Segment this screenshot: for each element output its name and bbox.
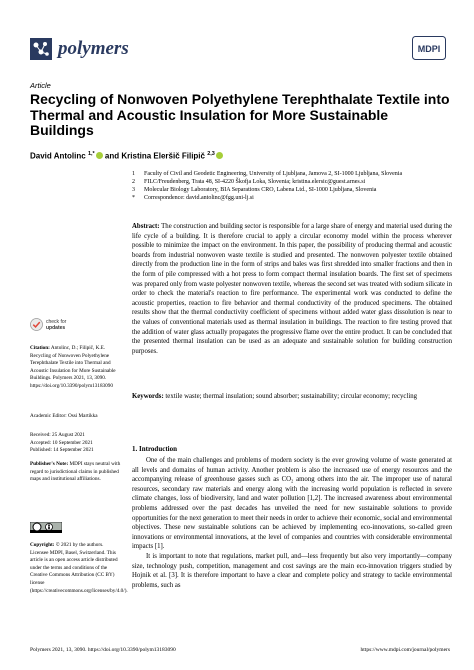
mdpi-logo — [412, 36, 446, 60]
affiliations — [132, 170, 452, 202]
article-dates — [30, 432, 122, 455]
published-date: Published: 14 September 2021 — [30, 447, 94, 454]
journal-name: polymers — [58, 38, 129, 59]
footer-journal-url[interactable]: https://www.mdpi.com/journal/polymers — [360, 647, 450, 653]
copyright-notice: Copyright: © 2021 by the authors. Licensee MDPI, Basel, Switzerland. This article is an open access article distributed under the terms and conditions of the Creative Commons Attribution (CC BY) license (https://creativecommons.org/licenses/by/4.0/). — [30, 542, 128, 594]
orcid-icon[interactable] — [216, 152, 223, 159]
author-name[interactable]: David Antolinc — [30, 151, 86, 161]
keywords-label: Keywords: — [132, 393, 164, 400]
accepted-date: Accepted: 10 September 2021 — [30, 439, 93, 446]
polymers-molecule-icon — [30, 38, 52, 60]
received-date: Received: 25 August 2021 — [30, 432, 85, 438]
check-for-updates-badge[interactable] — [30, 318, 66, 331]
author-join: and — [104, 151, 120, 161]
citation: Citation: Antolinc, D.; Filipič, K.E. Recycling of Nonwoven Polyethylene Terephthalate Textile into Thermal and Acoustic Insulation for More Sustainable Buildings. Polymers 2021, 13, 3090. https://doi.org/10.3390/polym13183090 — [30, 345, 116, 389]
cc-by-license-icon[interactable] — [30, 522, 62, 533]
affiliation-item: 3 Molecular Biology Laboratory, BIA Separations CRO, Labena Ltd., SI-1000 Ljubljana, Slovenia — [132, 187, 377, 193]
author-name[interactable]: Kristina Eleršič Filipič — [121, 151, 205, 161]
keywords-text: textile waste; thermal insulation; sound absorber; sustainability; circular economy; recycling — [165, 393, 418, 400]
abstract — [132, 222, 452, 356]
introduction-body — [132, 456, 452, 590]
author-list — [30, 151, 223, 161]
academic-editor: Academic Editor: Ossi Martikka — [30, 413, 98, 419]
page-footer — [30, 647, 450, 653]
updates-line: updates — [46, 324, 66, 331]
orcid-icon[interactable] — [96, 152, 103, 159]
article-type: Article — [30, 81, 51, 90]
citation-text: Antolinc, D.; Filipič, K.E. Recycling of Nonwoven Polyethylene Terephthalate Textile into Thermal and Acoustic Insulation for More Sustainable Buildings. Polymers 2021, 13, 3090. https://doi.org/10.3390/polym13183090 — [30, 345, 116, 389]
author-affiliation-mark: 1,* — [87, 151, 95, 157]
check-updates-icon — [30, 318, 43, 331]
abstract-label: Abstract: — [132, 223, 160, 230]
paragraph: One of the main challenges and problems of modern society is the ever growing volume of waste generated at all levels and domains of human activity. Another problem is also the increased use of energy resources and the accompanying release of greenhouse gasses such as CO₂ among others into the air. The improper use of natural resources, secondary raw materials and energy along with the increasing world population is reflected in severe climate changes, loss of biodiversity, land and water pollution [1,2]. The increased awareness about environmental problems addressed over the past decades has unveiled the need for new sustainable solutions to provide opportunities for the next generation to meet their needs in order to achieve their economic, social and environmental objectives. These new sustainable solutions can be achieved by implementing eco-innovations, so-called green innovations or environmental innovations, at the level of companies and countries with considerable environmental impacts [1]. — [132, 457, 452, 551]
publishers-note: Publisher's Note: MDPI stays neutral with regard to jurisdictional claims in published maps and institutional affiliations. — [30, 461, 121, 483]
mdpi-logo-text: MDPI — [417, 44, 441, 54]
keywords — [132, 392, 452, 402]
correspondence: * Correspondence: david.antolinc@fgg.uni-lj.si — [132, 195, 254, 201]
abstract-text: The construction and building sector is responsible for a large share of energy and material used during the life cycle of a building. It is therefore crucial to apply a circular economy model within the process wherever possible to minimize the impact on the environment. In this paper, the possibility of producing thermal and acoustic boards from industrial nonwoven waste textile is studied and presented. The nonwoven polyester textile obtained directly from the production line in the form of strips and bales was first shredded into smaller fractions and then in the form of pile compressed with a hot press to form compact thermal insulation boards. The first set of specimens was prepared only from waste polyester nonwoven textile, whereas the second set was treated with sodium silicate in order to check the material's reaction to fire performance. The experimental work was conducted to define the acoustic properties, reaction to fire behavior and thermal conductivity of the produced specimens. The obtained results show that the thermal conductivity coefficient of specimens without added water glass dissolution is near to the values of conventional materials used as thermal insulation in buildings. The reaction to fire testing proved that the addition of water glass actually propagates the progressive flame over the entire product. It can be concluded that the presented thermal insulation can be used as an adequate and sustainable solution for building construction purposes. — [132, 223, 452, 355]
article-title: Recycling of Nonwoven Polyethylene Terephthalate Textile into Thermal and Acoustic Insulation for More Sustainable Buildings — [30, 91, 450, 138]
section-heading: 1. Introduction — [132, 445, 177, 453]
affiliation-item: 1 Faculty of Civil and Geodetic Engineering, University of Ljubljana, Jamova 2, SI-1000 Ljubljana, Slovenia — [132, 171, 403, 177]
journal-logo — [30, 38, 129, 60]
paragraph: It is important to note that regulations, market pull, and—less frequently but also very importantly—company size, technology push, competition, management and cost savings are the main eco-innovation triggers studied by Hojnik et al. [3]. It is therefore important to have a clear and complete policy and strategy to tackle environmental problems, such as — [132, 552, 452, 589]
updates-line: check for — [46, 318, 67, 325]
footer-citation[interactable]: Polymers 2021, 13, 3090. https://doi.org/10.3390/polym13183090 — [30, 647, 176, 653]
author-affiliation-mark: 2,3 — [207, 151, 215, 157]
affiliation-item: 2 FILC/Freudenberg, Trata 48, SI-4220 Škofja Loka, Slovenia; kristina.elersic@guest.arnes.si — [132, 179, 366, 185]
